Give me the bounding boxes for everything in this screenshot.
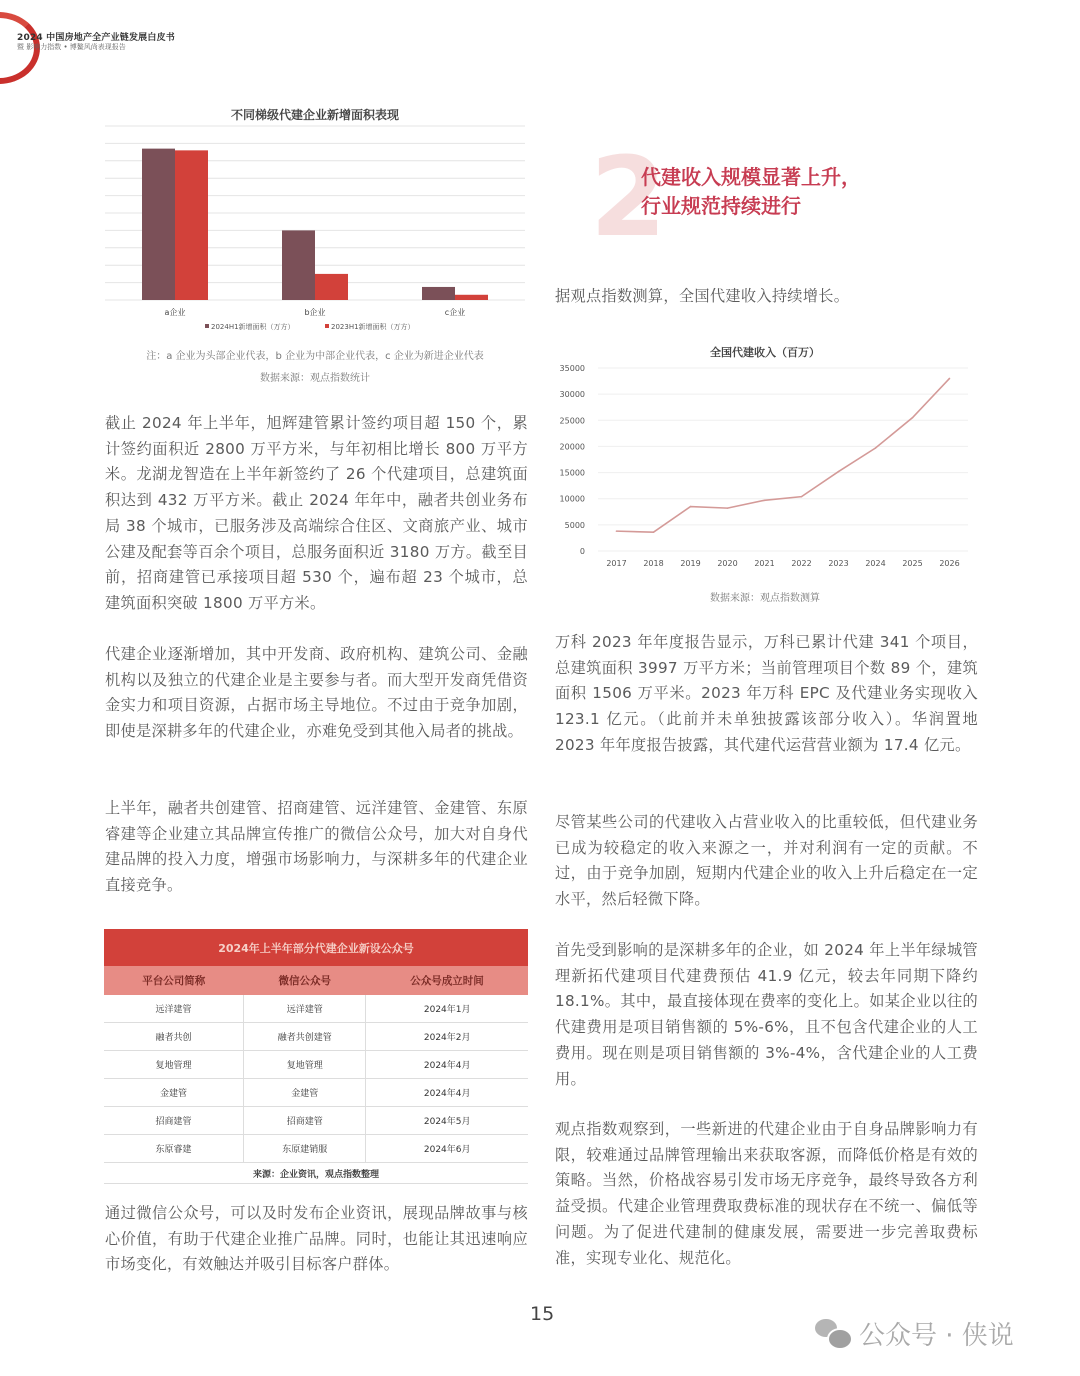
paragraph: 截止 2024 年上半年，旭辉建管累计签约项目超 150 个，累计签约面积近 2800 万平方米，与年初相比增长 800 万平方米。龙湖龙智造在上半年新签约了 26 个代建项目，总建筑面积达到 432 万平方米。截止 2024 年年中，融者共创业务布局 38 个城市，已服务涉及高端综合住区、文商旅产业、城市公建及配套等百余个项目，总服务面积近 3180 万方。截至目前，招商建管已承接项目超 530 个，遍布超 23 个城市，总建筑面积突破 1800 万平方米。 [105, 414, 528, 612]
y-tick-label: 0 [579, 547, 585, 556]
table-cell: 招商建管 [104, 1107, 244, 1135]
paragraph: 据观点指数测算，全国代建收入持续增长。 [555, 287, 850, 305]
data-point [653, 531, 655, 533]
legend-swatch [205, 324, 209, 328]
table-header: 公众号成立时间 [366, 966, 528, 995]
table-cell: 远洋建管 [104, 995, 244, 1023]
bar-chart-source: 数据来源：观点指数统计 [260, 373, 370, 384]
wechat-icon [815, 1319, 853, 1349]
table-header: 平台公司简称 [104, 966, 244, 995]
data-point [912, 417, 914, 419]
paragraph: 通过微信公众号，可以及时发布企业资讯，展现品牌故事与核心价值，有助于代建企业推广品牌。同时，也能让其迅速响应市场变化，有效触达并吸引目标客户群体。 [105, 1204, 528, 1274]
y-tick-label: 25000 [559, 416, 585, 426]
bar [142, 149, 175, 300]
line-chart [550, 335, 980, 580]
table-cell: 复地管理 [244, 1051, 366, 1079]
data-point [949, 378, 951, 380]
x-tick-label: 2026 [939, 559, 960, 568]
x-tick-label: c企业 [444, 308, 466, 317]
watermark-text: 公众号 · 侠说 [859, 1321, 1014, 1351]
bar [175, 150, 208, 300]
paragraph: 上半年，融者共创建管、招商建管、远洋建管、金建管、东原睿建等企业建立其品牌宣传推广的微信公众号，加大对自身代建品牌的投入力度，增强市场影响力，与深耕多年的代建企业直接竞争。 [105, 799, 528, 895]
x-tick-label: 2020 [717, 559, 738, 568]
page-number: 15 [530, 1303, 555, 1325]
table-cell: 金建管 [244, 1079, 366, 1107]
paragraph: 观点指数观察到，一些新进的代建企业由于自身品牌影响力有限，较难通过品牌管理输出来获取客源，而降低价格是有效的策略。当然，价格战容易引发市场无序竞争，最终导致各方利益受损。代建企业管理费取费标准的现状存在不统一、偏低等问题。为了促进代建制的健康发展，需要进一步完善取费标准，实现专业化、规范化。 [555, 1120, 978, 1267]
chart-title: 不同梯级代建企业新增面积表现 [230, 108, 400, 122]
section-number: 2 [590, 133, 667, 261]
table-cell: 招商建管 [244, 1107, 366, 1135]
data-point [838, 471, 840, 473]
bar [315, 274, 348, 300]
bar [422, 287, 455, 300]
watermark [815, 1315, 1014, 1352]
table-cell: 复地管理 [104, 1051, 244, 1079]
x-tick-label: 2023 [828, 559, 849, 568]
section-title [641, 163, 861, 221]
bar-chart [100, 100, 530, 340]
table-row [104, 1135, 528, 1163]
x-tick-label: 2022 [791, 559, 812, 568]
y-tick-label: 10000 [559, 494, 585, 504]
paragraph: 首先受到影响的是深耕多年的企业，如 2024 年上半年绿城管理新拓代建项目代建费预估 41.9 亿元，较去年同期下降约 18.1%。其中，最直接体现在费率的变化上。如某企业以往的代建费用是项目销售额的 5%-6%，且不包含代建企业的人工费用。现在则是项目销售额的 3%-4%，含代建企业的人工费用。 [555, 941, 978, 1088]
y-tick-label: 35000 [559, 364, 585, 373]
report-title: 2024 中国房地产全产业链发展白皮书 [17, 33, 175, 43]
chart-title: 全国代建收入（百万） [710, 346, 820, 359]
x-tick-label: 2021 [754, 559, 775, 568]
bar [455, 295, 488, 300]
x-tick-label: 2025 [902, 559, 923, 568]
paragraph: 代建企业逐渐增加，其中开发商、政府机构、建筑公司、金融机构以及独立的代建企业是主要参与者。而大型开发商凭借资金实力和项目资源，占据市场主导地位。不过由于竞争加剧，即使是深耕多年的代建企业，亦难免受到其他入局者的挑战。 [105, 645, 528, 741]
table-cell: 远洋建管 [244, 995, 366, 1023]
table-cell: 融者共创建管 [244, 1023, 366, 1051]
table-row [104, 1051, 528, 1079]
table-row [104, 995, 528, 1023]
bar-chart-note: 注：a 企业为头部企业代表，b 企业为中部企业代表，c 企业为新进企业代表 [146, 351, 484, 362]
data-point [727, 507, 729, 509]
table-caption: 2024年上半年部分代建企业新设公众号 [104, 929, 528, 966]
report-subtitle: 暨 影响力指数 • 博鳌风尚表现报告 [17, 43, 126, 51]
table-cell: 2024年2月 [366, 1023, 528, 1051]
table-row [104, 1107, 528, 1135]
table-row [104, 1079, 528, 1107]
x-tick-label: 2019 [680, 559, 701, 568]
table-source: 来源：企业资讯，观点指数整理 [104, 1163, 528, 1184]
table-cell: 融者共创 [104, 1023, 244, 1051]
table-cell: 2024年1月 [366, 995, 528, 1023]
x-tick-label: 2018 [643, 559, 664, 568]
x-tick-label: b企业 [304, 308, 326, 317]
table-cell: 金建管 [104, 1079, 244, 1107]
section-title-line1: 代建收入规模显著上升， [641, 165, 861, 189]
table-cell: 2024年5月 [366, 1107, 528, 1135]
series-line [617, 378, 950, 532]
data-point [690, 506, 692, 508]
line-chart-source: 数据来源：观点指数测算 [710, 593, 820, 604]
paragraph: 尽管某些公司的代建收入占营业收入的比重较低，但代建业务已成为较稳定的收入来源之一，并对利润有一定的贡献。不过，由于竞争加剧，短期内代建企业的收入上升后稳定在一定水平，然后轻微下降。 [555, 813, 978, 909]
data-point [764, 499, 766, 501]
table-header: 微信公众号 [244, 966, 366, 995]
x-tick-label: a企业 [164, 308, 186, 317]
data-point [801, 496, 803, 498]
table-cell: 2024年4月 [366, 1079, 528, 1107]
section-title-line2: 行业规范持续进行 [641, 194, 801, 218]
wechat-accounts-table [104, 929, 528, 1184]
legend-label: 2023H1新增面积（万方） [331, 323, 415, 331]
data-point [616, 530, 618, 532]
legend-swatch [325, 324, 329, 328]
x-tick-label: 2024 [865, 559, 886, 568]
y-tick-label: 15000 [559, 468, 585, 478]
y-tick-label: 20000 [559, 442, 585, 452]
data-point [875, 447, 877, 449]
x-tick-label: 2017 [606, 559, 627, 568]
table-cell: 东原建销服 [244, 1135, 366, 1163]
y-tick-label: 30000 [559, 390, 585, 400]
y-tick-label: 5000 [564, 520, 585, 530]
table-cell: 2024年4月 [366, 1051, 528, 1079]
table-cell: 2024年6月 [366, 1135, 528, 1163]
table-cell: 东原睿建 [104, 1135, 244, 1163]
table-row [104, 1023, 528, 1051]
legend-label: 2024H1新增面积（万方） [211, 323, 295, 331]
paragraph: 万科 2023 年年度报告显示，万科已累计代建 341 个项目，总建筑面积 3997 万平方米；当前管理项目个数 89 个，建筑面积 1506 万平米。2023 年万科 EPC 及代建业务实现收入 123.1 亿元。（此前并未单独披露该部分收入）。华润置地 2023 年年度报告披露，其代建代运营营业额为 17.4 亿元。 [555, 633, 978, 754]
bar [282, 230, 315, 300]
